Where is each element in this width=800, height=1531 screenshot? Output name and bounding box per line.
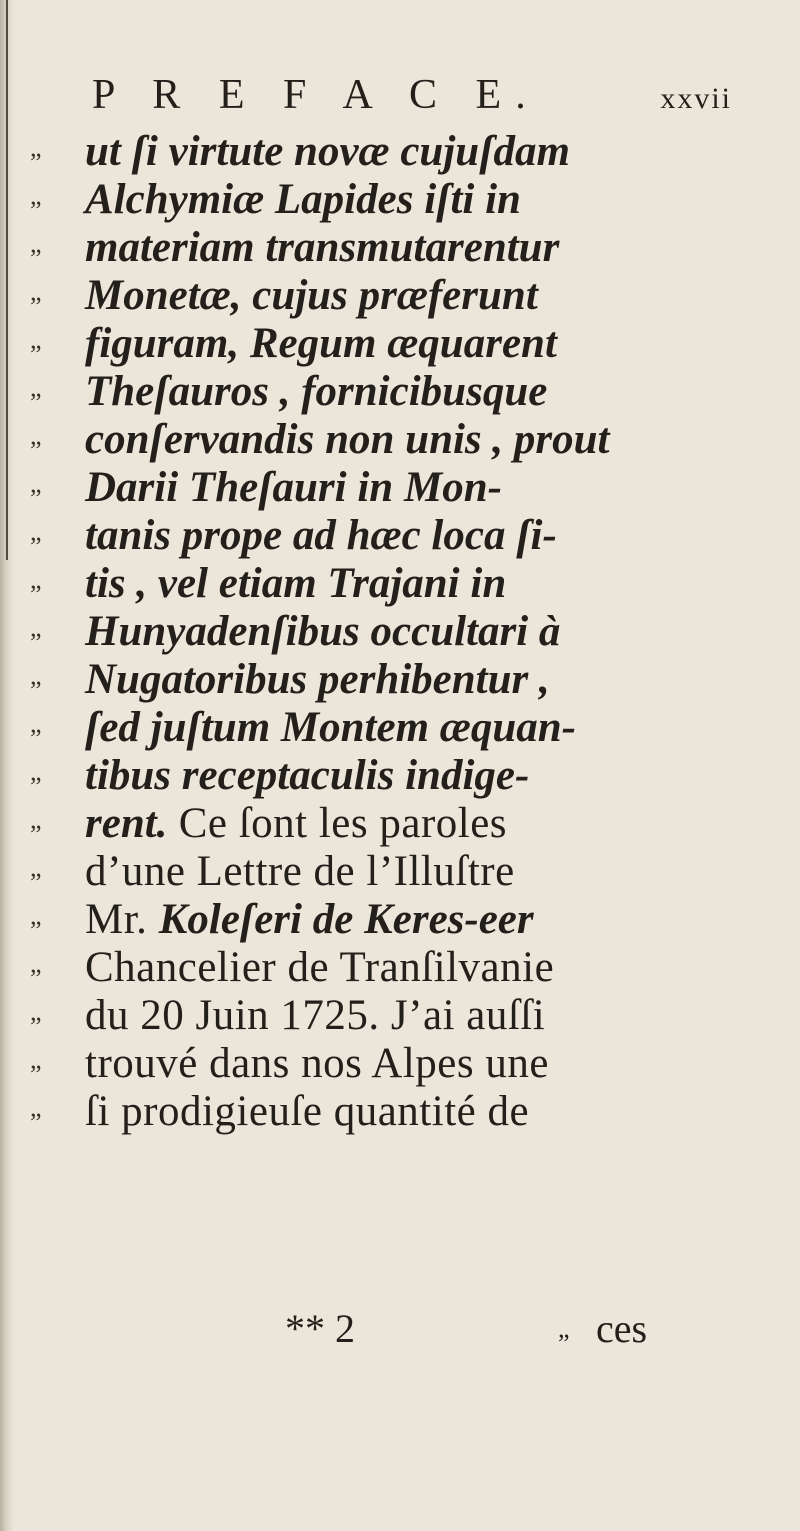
quote-mark: „ [30,805,42,834]
french-fragment: Mr. [85,896,159,943]
quote-mark: „ [30,901,42,930]
quote-mark: „ [30,421,42,450]
text-line [30,752,770,800]
text-line [30,800,770,848]
quote-mark: „ [30,133,42,162]
line-text: du 20 Juin 1725. J’ai auſſi [85,992,546,1039]
quote-mark: „ [30,709,42,738]
quote-mark: „ [30,229,42,258]
text-line [30,128,770,176]
header-title: P R E F A C E. [92,72,540,118]
line-text: Hunyadenſibus occultari à [85,608,561,655]
line-text: Theſauros , fornicibusque [85,368,548,415]
text-line [30,992,770,1040]
line-text: Chancelier de Tranſilvanie [85,944,555,991]
text-line [30,560,770,608]
text-line [30,272,770,320]
line-text: conſervandis non unis , prout [85,416,610,463]
line-text: ſed juſtum Montem æquan- [85,704,576,751]
line-text: ſi prodigieuſe quantité de [85,1088,530,1135]
latin-fragment: Koleſeri de Keres-eer [158,896,534,943]
signature-mark: ** 2 [285,1306,355,1351]
text-line [30,368,770,416]
line-text: Monetæ, cujus præferunt [85,272,538,319]
text-line [30,224,770,272]
quote-mark: „ [30,181,42,210]
text-line [30,848,770,896]
quote-mark: „ [30,1093,42,1122]
line-text: figuram, Regum æquarent [85,320,557,367]
line-text: Darii Theſauri in Mon- [85,464,502,511]
text-line [30,416,770,464]
quote-mark: „ [30,1045,42,1074]
text-line [30,512,770,560]
quote-mark: „ [30,613,42,642]
page-number: xxvii [660,82,732,115]
body-text [30,128,770,1136]
line-text: tis , vel etiam Trajani in [85,560,507,607]
quote-mark: „ [30,277,42,306]
line-text: d’une Lettre de l’Illuſtre [85,848,515,895]
latin-fragment: rent. [85,800,168,847]
text-line [30,944,770,992]
french-fragment: Ce ſont les paroles [167,800,508,847]
page-footer [30,1305,770,1353]
text-line [30,656,770,704]
page-edge-shadow [6,0,8,560]
text-line [30,608,770,656]
quote-mark: „ [30,373,42,402]
quote-mark: „ [30,757,42,786]
text-line [30,1040,770,1088]
quote-mark: „ [30,565,42,594]
line-text: trouvé dans nos Alpes une [85,1040,549,1087]
quote-mark: „ [30,997,42,1026]
quote-mark: „ [30,853,42,882]
text-line [30,1088,770,1136]
running-header [92,70,732,120]
text-line [30,464,770,512]
quote-mark: „ [30,661,42,690]
line-text [85,800,770,848]
quote-mark: „ [30,517,42,546]
line-text: Nugatoribus perhibentur , [85,656,550,703]
line-text: ut ſi virtute novæ cujuſdam [85,128,570,175]
line-text: Alchymiæ Lapides iſti in [85,176,521,223]
line-text: tibus receptaculis indige- [85,752,530,799]
text-line [30,176,770,224]
line-text: tanis prope ad hæc loca ſi- [85,512,557,559]
quote-mark: „ [30,325,42,354]
quote-mark: „ [558,1314,570,1343]
quote-mark: „ [30,469,42,498]
line-text: materiam transmutarentur [85,224,560,271]
catchword: ces [596,1306,648,1351]
quote-mark: „ [30,949,42,978]
line-text [85,896,770,944]
text-line [30,896,770,944]
text-line [30,320,770,368]
text-line [30,704,770,752]
